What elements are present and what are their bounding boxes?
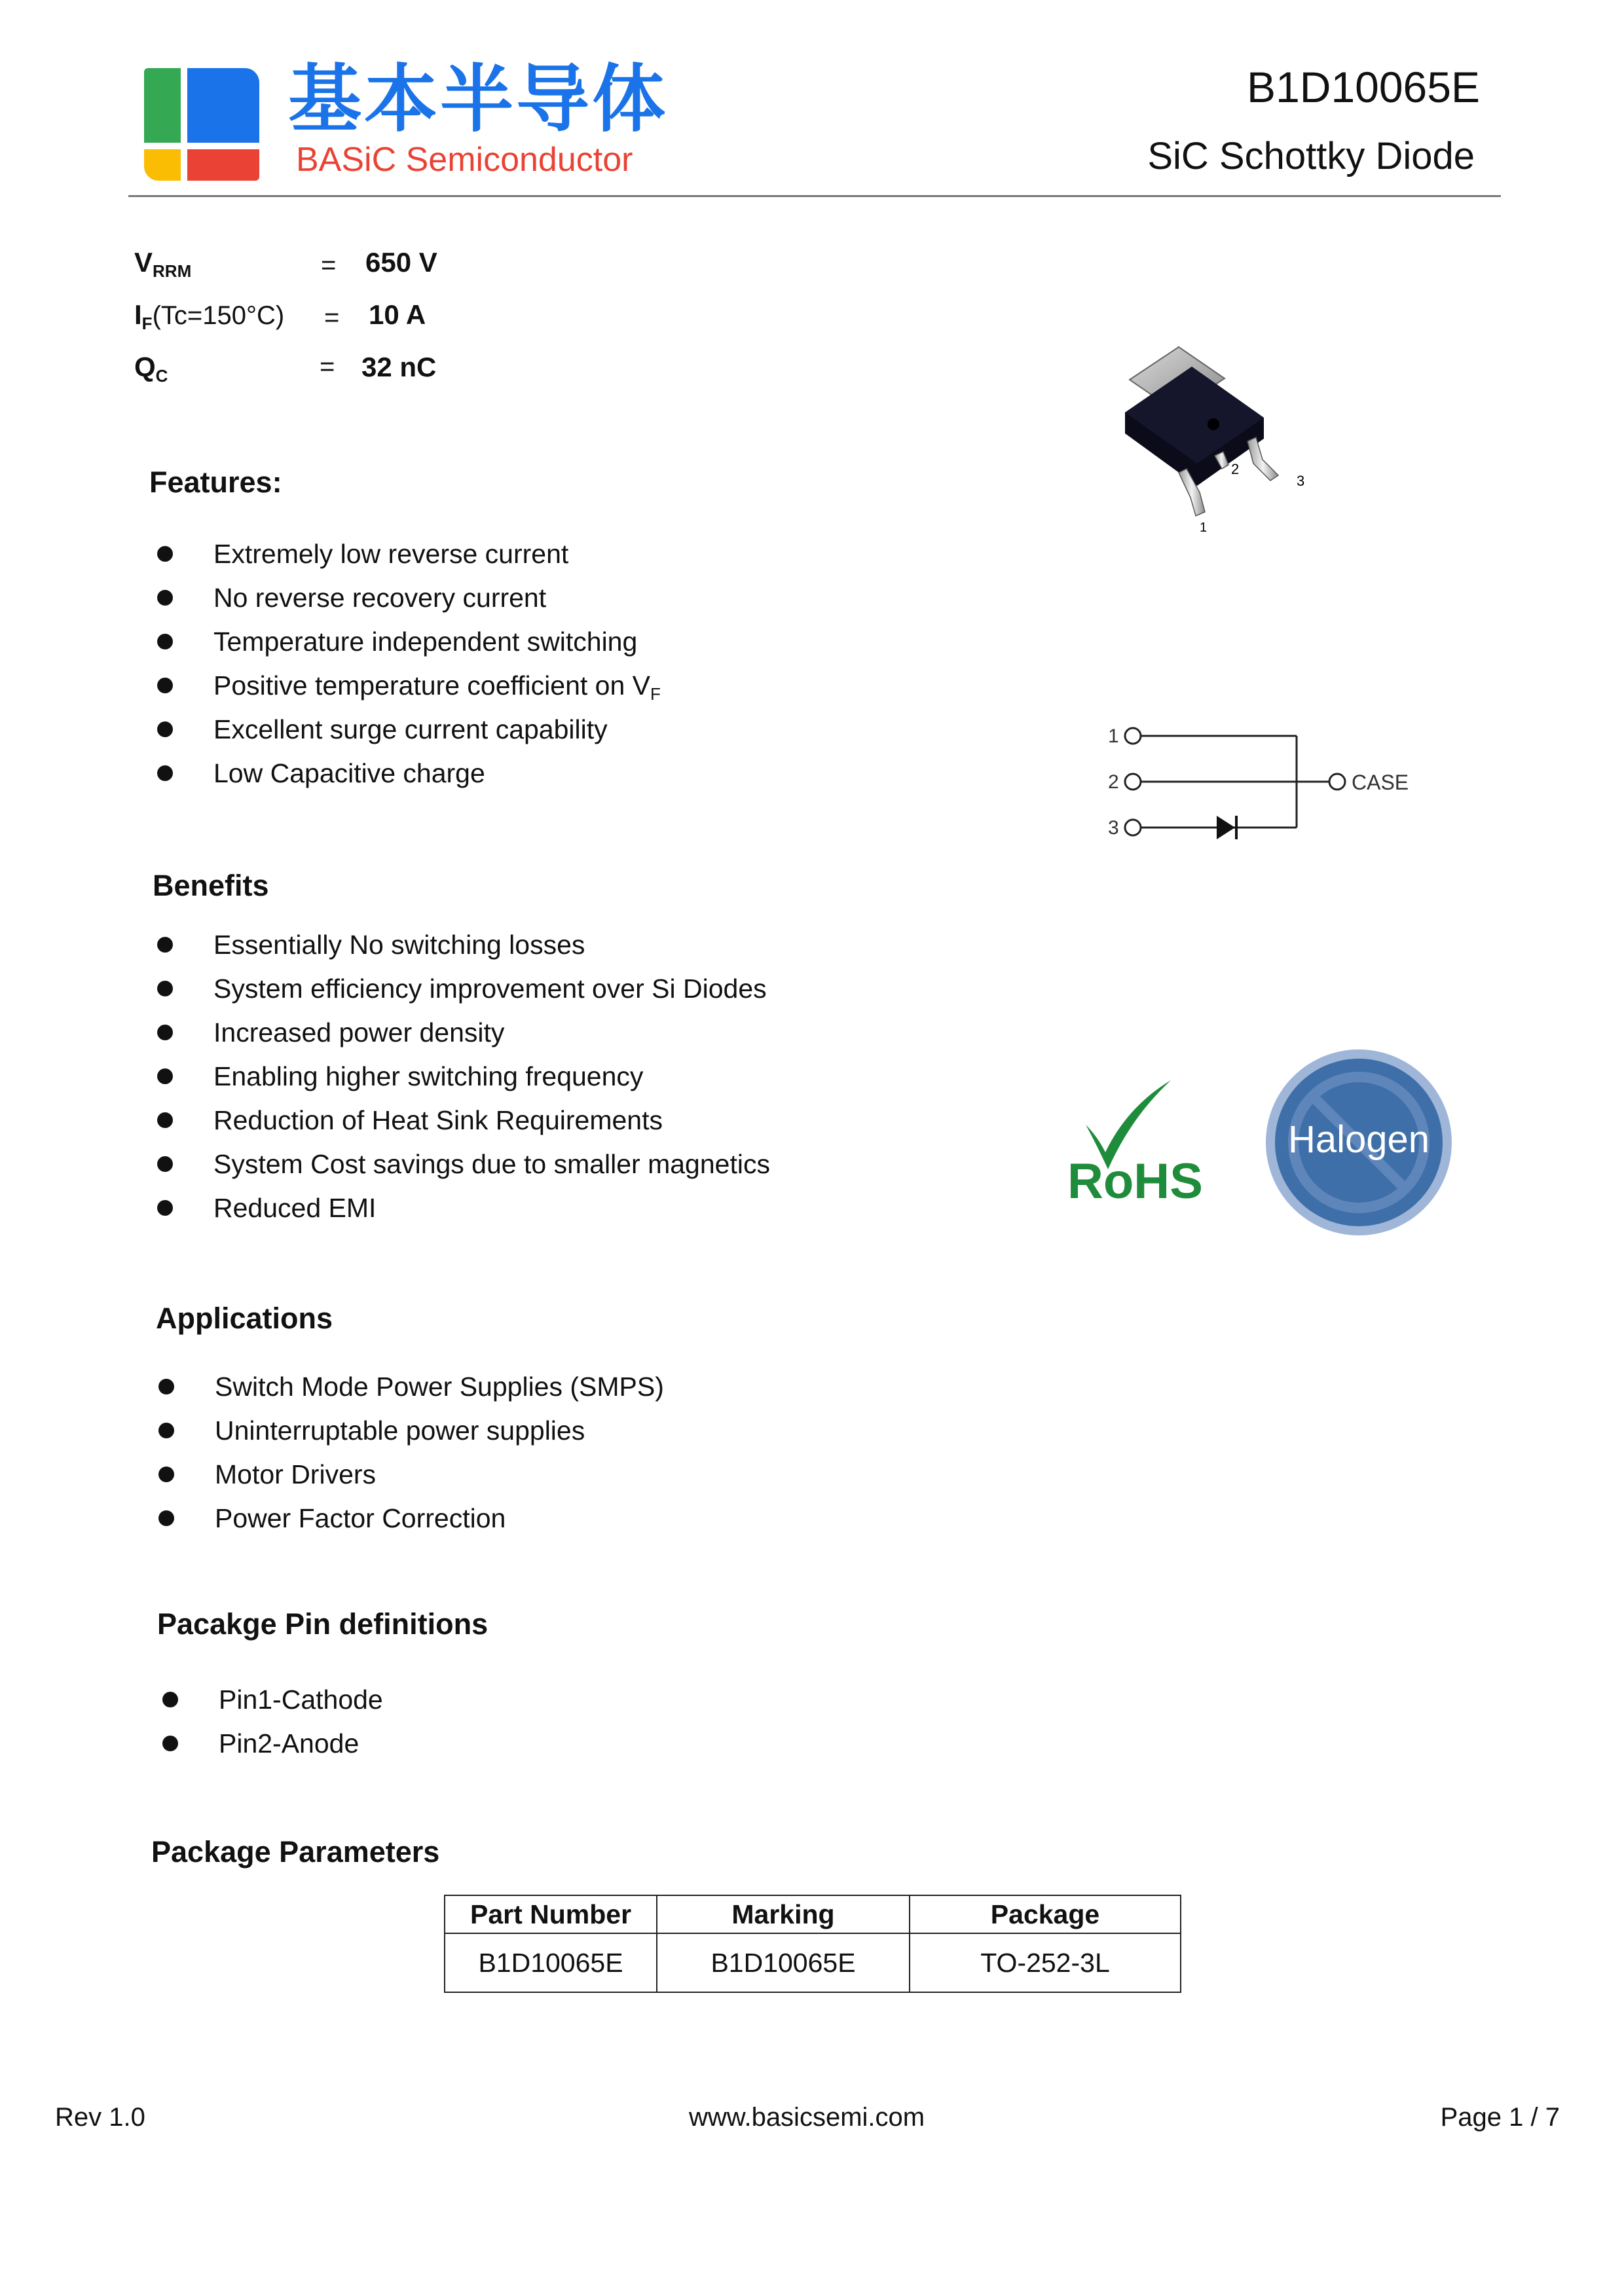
pin-definitions-list: [162, 1686, 383, 1774]
package-table: [444, 1895, 1181, 1993]
benefits-list: [157, 932, 770, 1239]
table-cell: TO-252-3L: [910, 1933, 1181, 1992]
to252-package-image: [1113, 340, 1323, 537]
spec-qc-value: 32 nC: [361, 352, 437, 382]
table-header: Part Number: [445, 1895, 657, 1933]
list-item: No reverse recovery current: [157, 585, 661, 629]
table-header-row: [445, 1895, 1181, 1933]
part-number-title: B1D10065E: [1247, 63, 1480, 111]
list-item: Low Capacitive charge: [157, 760, 661, 804]
footer-website-link[interactable]: www.basicsemi.com: [689, 2103, 925, 2132]
list-item: Temperature independent switching: [157, 629, 661, 672]
spec-vrrm-symbol: $V_{RRM}$: [134, 247, 192, 281]
halogen-free-badge: [1264, 1048, 1454, 1237]
table-cell: B1D10065E: [445, 1933, 657, 1992]
list-item: Essentially No switching losses: [157, 932, 770, 975]
spec-if-equals: =: [324, 303, 340, 332]
spec-qc-equals: =: [320, 352, 335, 381]
spec-if-value: 10 A: [369, 299, 426, 330]
list-item: Pin2-Anode: [162, 1730, 383, 1774]
pin-definitions-heading: Pacakge Pin definitions: [157, 1607, 489, 1641]
product-subtitle: SiC Schottky Diode: [1147, 135, 1475, 177]
list-item: Pin1-Cathode: [162, 1686, 383, 1730]
schematic-case-label: CASE: [1352, 771, 1409, 794]
package-parameters-heading: Package Parameters: [151, 1835, 440, 1868]
rohs-label: RoHS: [1067, 1154, 1203, 1205]
footer-page-number: Page 1 / 7: [1440, 2103, 1560, 2132]
features-list: [157, 541, 661, 804]
list-item: Extremely low reverse current: [157, 541, 661, 585]
table-header: Package: [910, 1895, 1181, 1933]
list-item: Reduced EMI: [157, 1195, 770, 1239]
spec-if-symbol: $I_F(Tc=150^\circ C)$: [134, 299, 285, 333]
list-item: Uninterruptable power supplies: [158, 1417, 664, 1461]
spec-vrrm-value: 650 V: [365, 247, 437, 278]
list-item: Power Factor Correction: [158, 1505, 664, 1549]
company-logo-mark: [144, 68, 259, 181]
schematic-pin3-label: 3: [1108, 817, 1119, 839]
list-item: Switch Mode Power Supplies (SMPS): [158, 1374, 664, 1417]
applications-list: [158, 1374, 664, 1549]
schematic-pin2-label: 2: [1108, 771, 1119, 793]
list-item: Motor Drivers: [158, 1461, 664, 1505]
pinout-schematic: [1107, 720, 1421, 851]
benefits-heading: Benefits: [153, 869, 269, 902]
chip-pin2-label: 2: [1231, 461, 1240, 477]
list-item: Positive temperature coefficient on $V_F$: [157, 672, 661, 716]
table-header: Marking: [657, 1895, 910, 1933]
list-item: System Cost savings due to smaller magnetics: [157, 1151, 770, 1195]
list-item: Reduction of Heat Sink Requirements: [157, 1107, 770, 1151]
list-item: Increased power density: [157, 1019, 770, 1063]
spec-vrrm-equals: =: [321, 251, 337, 280]
company-name-chinese: 基本半导体: [288, 57, 668, 142]
footer-revision: Rev 1.0: [55, 2103, 145, 2132]
table-cell: B1D10065E: [657, 1933, 910, 1992]
table-row: [445, 1933, 1181, 1992]
header-divider: [128, 195, 1501, 197]
features-heading: Features:: [149, 465, 282, 499]
rohs-badge: [1061, 1074, 1205, 1205]
spec-qc-symbol: $Q_C$: [134, 352, 168, 386]
company-name-english: BASiC Semiconductor: [296, 141, 633, 179]
chip-pin3-label: 3: [1297, 473, 1305, 489]
list-item: Excellent surge current capability: [157, 716, 661, 760]
chip-pin1-label: 1: [1200, 520, 1208, 535]
list-item: System efficiency improvement over Si Diodes: [157, 975, 770, 1019]
list-item: Enabling higher switching frequency: [157, 1063, 770, 1107]
applications-heading: Applications: [156, 1302, 333, 1335]
halogen-label: Halogen: [1287, 1118, 1430, 1161]
schematic-pin1-label: 1: [1108, 725, 1119, 747]
